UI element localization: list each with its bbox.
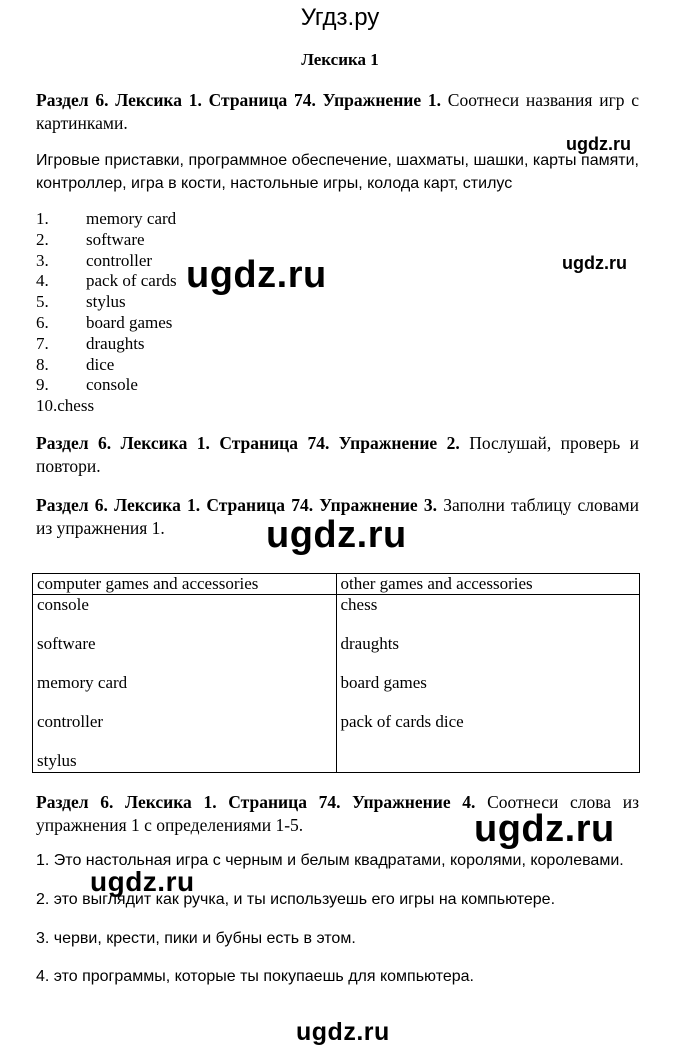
list-item-text: draughts bbox=[86, 333, 145, 353]
list-item-text: pack of cards bbox=[86, 271, 177, 291]
list-item bbox=[36, 271, 177, 292]
exercise-4-task: Соотнеси слова из упражнения 1 с определениями 1-5. bbox=[36, 792, 640, 835]
list-item-number: 3. bbox=[36, 250, 49, 270]
list-item-number: 1. bbox=[36, 209, 49, 228]
exercise-3-task: Заполни таблицу словами из упражнения 1. bbox=[36, 495, 639, 538]
exercise-1-word-list bbox=[36, 209, 177, 417]
exercise-1-instruction bbox=[36, 89, 639, 135]
exercise-1-heading: Раздел 6. Лексика 1. Страница 74. Упражнение 1. bbox=[36, 90, 442, 110]
list-item bbox=[36, 251, 177, 272]
definition-item: 2. это выглядит как ручка, и ты используешь его игры на компьютере. bbox=[36, 891, 556, 908]
watermark: ugdz.ru bbox=[562, 253, 627, 273]
table-column-computer bbox=[33, 595, 337, 773]
list-item bbox=[36, 230, 177, 251]
watermark: ugdz.ru bbox=[90, 866, 195, 897]
list-item bbox=[36, 375, 177, 396]
list-item-number: 10. bbox=[36, 396, 58, 416]
table-cell: board games bbox=[340, 673, 427, 692]
definition-item: 3. черви, крести, пики и бубны есть в этом. bbox=[36, 930, 356, 947]
watermark: ugdz.ru bbox=[474, 808, 615, 850]
list-item bbox=[36, 334, 177, 355]
definition-item: 1. Это настольная игра с черным и белым квадратами, королями, королевами. bbox=[36, 852, 624, 869]
exercise-4-heading: Раздел 6. Лексика 1. Страница 74. Упражнение 4. bbox=[36, 792, 476, 812]
exercise-2-heading: Раздел 6. Лексика 1. Страница 74. Упражнение 2. bbox=[36, 433, 460, 453]
exercise-2-task: Послушай, проверь и повтори. bbox=[36, 433, 639, 476]
exercise-1-translation: Игровые приставки, программное обеспечение, шахматы, шашки, карты памяти, контроллер, игра в кости, настольные игры, колода карт, стилус bbox=[36, 152, 639, 192]
table-header-computer: computer games and accessories bbox=[33, 574, 337, 595]
exercise-1-task: Соотнеси названия игр с картинками. bbox=[36, 90, 640, 133]
watermark: ugdz.ru bbox=[566, 134, 631, 154]
list-item-number: 4. bbox=[36, 271, 49, 291]
list-item-number: 8. bbox=[36, 354, 49, 374]
table-cell: chess bbox=[340, 595, 378, 614]
list-item-text: board games bbox=[86, 312, 173, 332]
site-title: Угдз.ру bbox=[300, 4, 380, 31]
table-cell: software bbox=[37, 634, 96, 653]
list-item-number: 6. bbox=[36, 312, 49, 332]
list-item-text: controller bbox=[86, 250, 153, 270]
list-item-text: stylus bbox=[86, 292, 126, 312]
exercise-2-instruction bbox=[36, 432, 639, 478]
watermark: ugdz.ru bbox=[266, 514, 407, 556]
exercise-3-heading: Раздел 6. Лексика 1. Страница 74. Упражнение 3. bbox=[36, 495, 437, 515]
list-item bbox=[36, 209, 177, 230]
list-item-text: chess bbox=[57, 396, 95, 416]
table-cell: controller bbox=[37, 712, 104, 731]
watermark: ugdz.ru bbox=[186, 254, 327, 296]
table-cell: stylus bbox=[37, 751, 77, 770]
list-item bbox=[36, 292, 177, 313]
table-cell: pack of cards dice bbox=[340, 712, 464, 731]
list-item bbox=[36, 313, 177, 334]
table-cell: console bbox=[37, 595, 89, 614]
list-item-number: 5. bbox=[36, 292, 49, 312]
watermark: ugdz.ru bbox=[296, 1018, 390, 1046]
table-cell: draughts bbox=[340, 634, 400, 653]
table-header-other: other games and accessories bbox=[336, 574, 640, 595]
list-item-text: memory card bbox=[86, 209, 177, 228]
list-item bbox=[36, 396, 177, 417]
list-item-text: console bbox=[86, 375, 138, 395]
list-item-number: 9. bbox=[36, 375, 49, 395]
table-cell: memory card bbox=[37, 673, 128, 692]
list-item bbox=[36, 355, 177, 376]
list-item-text: software bbox=[86, 229, 145, 249]
list-item-number: 7. bbox=[36, 333, 49, 353]
list-item-number: 2. bbox=[36, 229, 49, 249]
list-item-text: dice bbox=[86, 354, 115, 374]
definition-item: 4. это программы, которые ты покупаешь для компьютера. bbox=[36, 968, 474, 985]
table-column-other bbox=[336, 595, 640, 773]
exercise-3-table bbox=[32, 573, 640, 773]
lesson-title: Лексика 1 bbox=[301, 50, 379, 69]
